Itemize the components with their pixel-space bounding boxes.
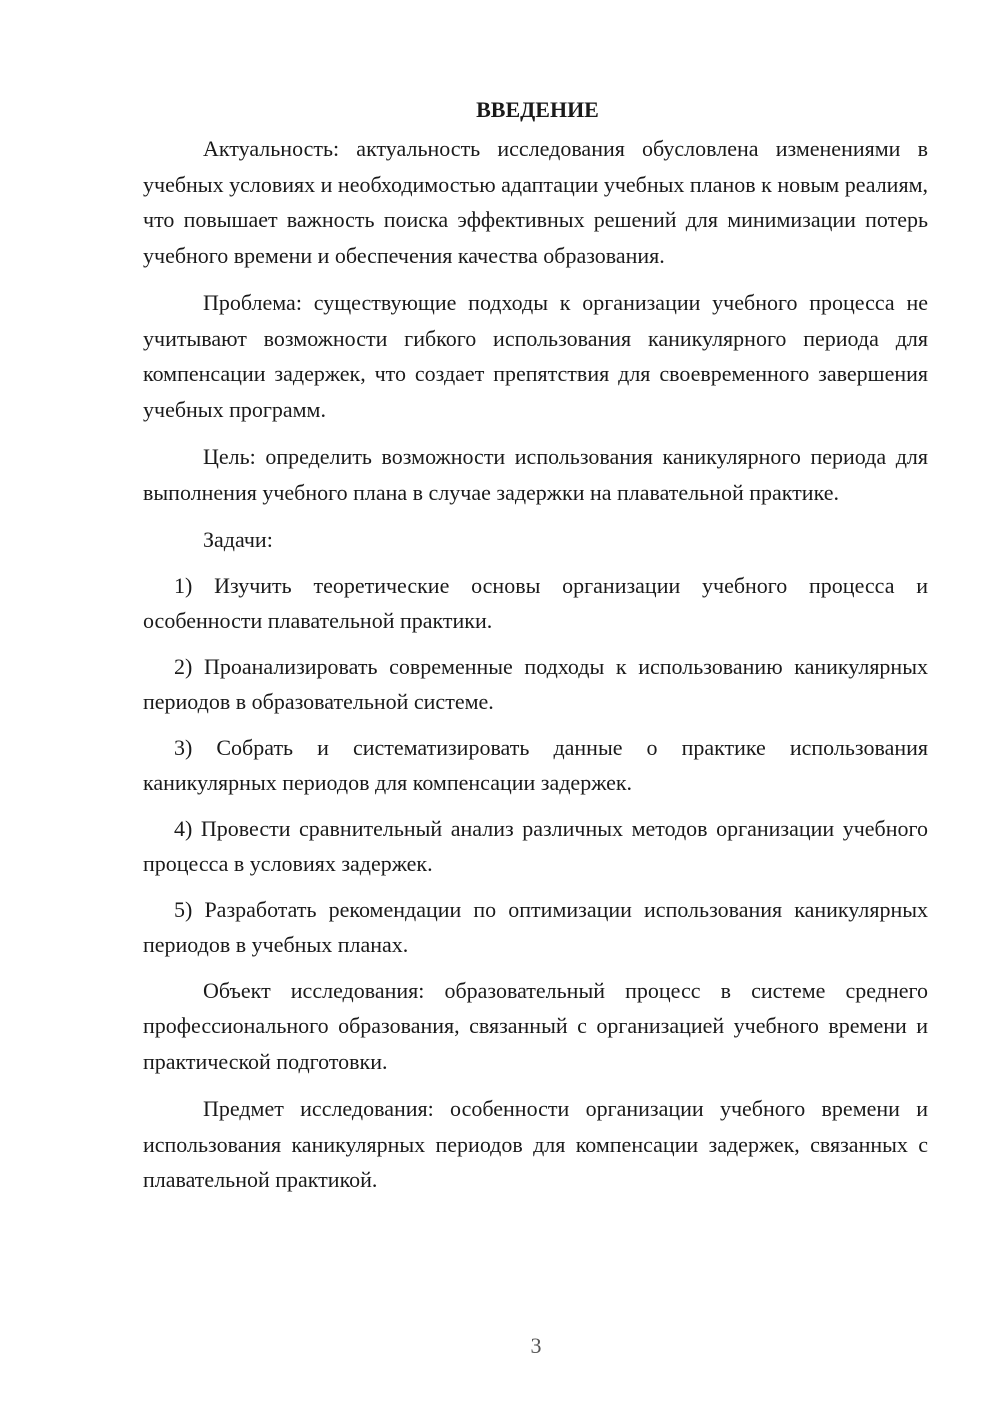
page-number: 3 (530, 1333, 542, 1358)
task-item-4: 4) Провести сравнительный анализ различных методов организации учебного процесса в условиях задержек. (143, 815, 928, 876)
subject-paragraph: Предмет исследования: особенности организации учебного времени и использования каникулярных периодов для компенсации задержек, связанных с плавательной практикой. (143, 1096, 928, 1192)
relevance-paragraph: Актуальность: актуальность исследования обусловлена изменениями в учебных условиях и необходимостью адаптации учебных планов к новым реалиям, что повышает важность поиска эффективных решений для минимизации потерь учебного времени и обеспечения качества образования. (143, 136, 928, 268)
object-paragraph: Объект исследования: образовательный процесс в системе среднего профессионального образования, связанный с организацией учебного времени и практической подготовки. (143, 977, 928, 1074)
page-title: ВВЕДЕНИЕ (476, 97, 599, 122)
task-item-2: 2) Проанализировать современные подходы к использованию каникулярных периодов в образовательной системе. (143, 653, 928, 714)
tasks-heading: Задачи: (203, 527, 273, 552)
task-item-3: 3) Собрать и систематизировать данные о практике использования каникулярных периодов для компенсации задержек. (143, 734, 928, 795)
goal-paragraph: Цель: определить возможности использования каникулярного периода для выполнения учебного плана в случае задержки на плавательной практике. (143, 444, 928, 505)
problem-paragraph: Проблема: существующие подходы к организации учебного процесса не учитывают возможности гибкого использования каникулярного периода для компенсации задержек, что создает препятствия для своевременного завершения учебных программ. (143, 290, 928, 422)
task-item-5: 5) Разработать рекомендации по оптимизации использования каникулярных периодов в учебных планах. (143, 896, 928, 957)
document-page (143, 90, 928, 1210)
task-item-1: 1) Изучить теоретические основы организации учебного процесса и особенности плавательной практики. (143, 572, 928, 633)
